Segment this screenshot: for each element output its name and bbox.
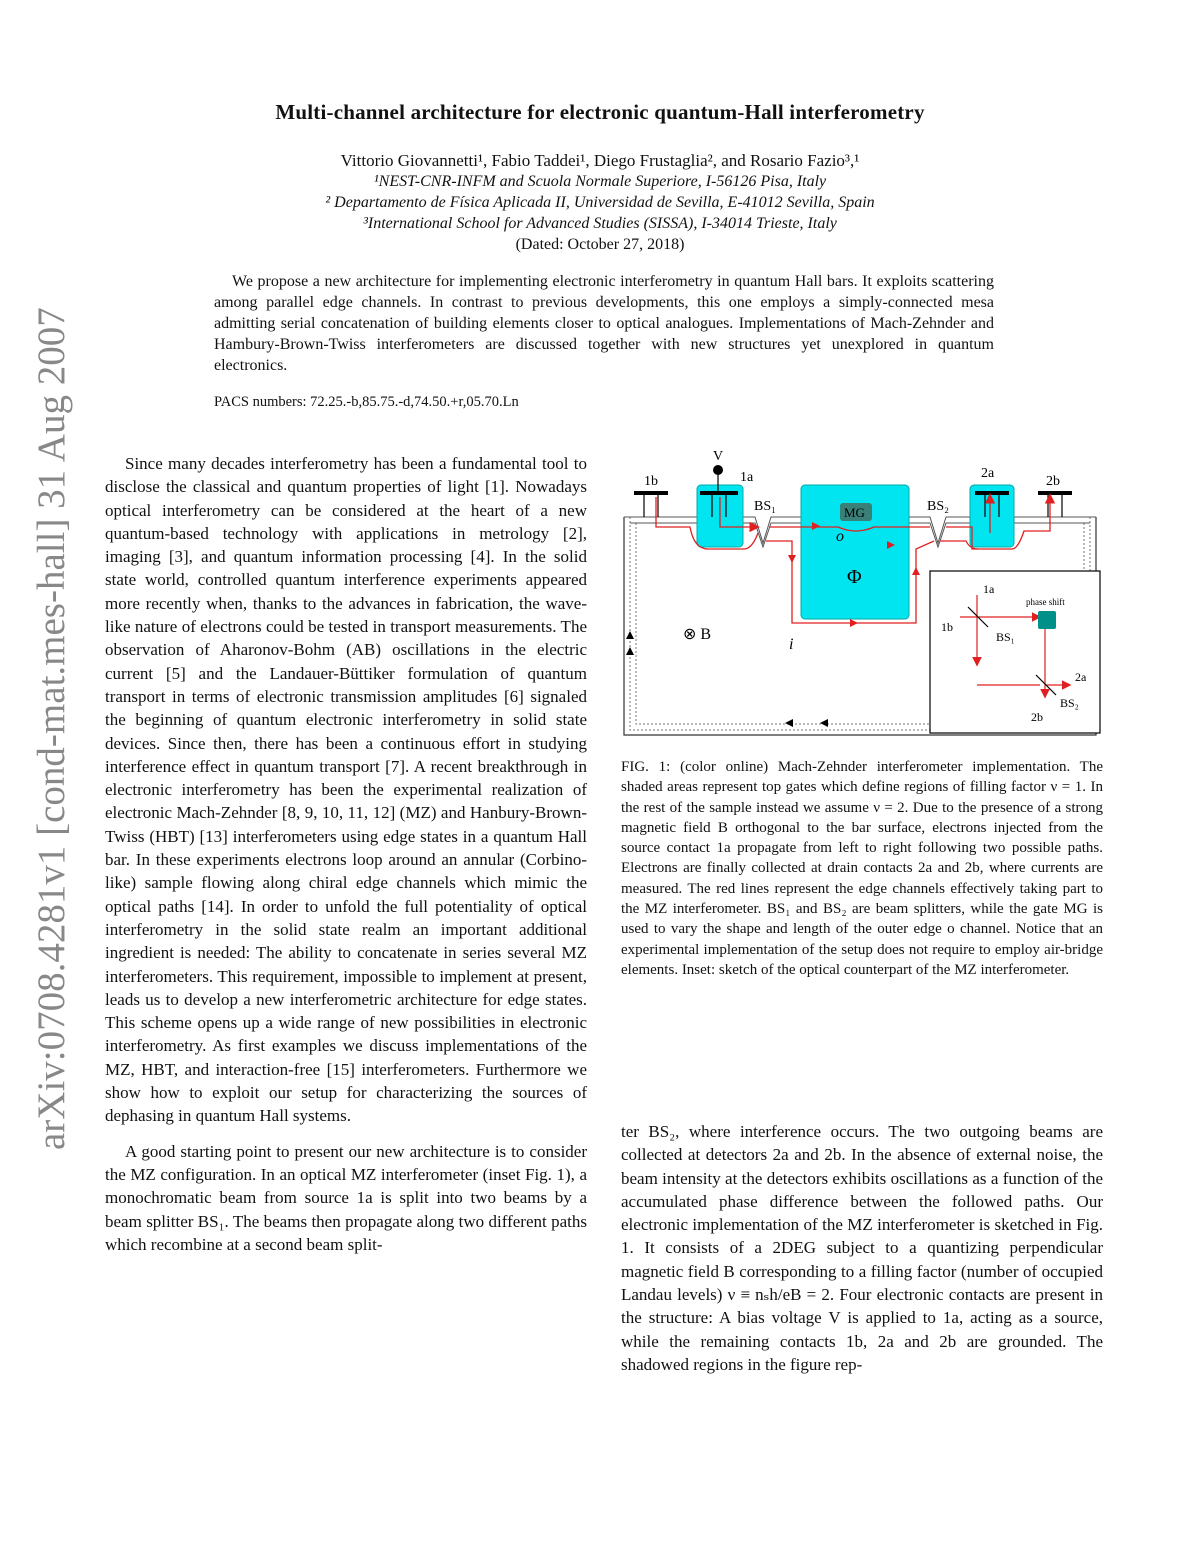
boundary-arrows [626,631,828,727]
label-1b: 1b [644,474,658,489]
label-bs1: BS₁ [754,499,777,514]
inset-label-1b: 1b [941,620,953,634]
date-line: (Dated: October 27, 2018) [515,236,685,253]
label-mg: MG [844,505,865,520]
label-2a: 2a [981,466,995,481]
body-paragraph: ter BS₂, where interference occurs. The two outgoing beams are collected at detectors 2a and 2b. In the absence of external noise, the beam intensity at the detectors exhibits oscillations as a function of the accumulated phase difference between the followed paths. Our electronic implementation of the MZ interferometer is sketched in Fig. 1. It consists of a 2DEG subject to a quantizing perpendicular magnetic field B corresponding to a filling factor (number of occupied Landau levels) ν ≡ nₛh/eB = 2. Four electronic contacts are present in the structure: A bias voltage V is applied to 1a, acting as a source, while the remaining contacts 1b, 2a and 2b are grounded. The shadowed regions in the figure rep- [621,1122,1103,1374]
body-paragraph: Since many decades interferometry has been a fundamental tool to disclose the classical and quantum properties of light [1]. Nowadays optical interferometry can be considered at the heart of a new quantum-based technology with applications in metrology [2], imaging [3], and quantum information processing [4]. In the solid state world, controlled quantum interference experiments appeared more recently when, thanks to the advances in fabrication, the wave-like nature of electrons could be tested in transport measurements. The observation of Aharonov-Bohm (AB) oscillations in the electric current [5] and the Landauer-Büttiker formulation of quantum transport in terms of electronic transmission amplitudes [6] signaled the beginning of quantum electronic interferometry in solid state devices. Since then, there has been a continuous effort in studying interference effect in quantum transport [7]. A recent breakthrough in electronic interferometry has been the experimental realization of electronic Mach-Zehnder [8, 9, 10, 11, 12] (MZ) and Hanbury-Brown-Twiss (HBT) [13] interferometers using edge states in a quantum Hall bar. In these experiments electrons loop around an annular (Corbino-like) sample flowing along chiral edge channels which mimic the optical paths [14]. In order to unfold the full potentiality of optical interferometry in the solid state realm an important additional ingredient is needed: The ability to concatenate in series several MZ interferometers. This requirement, impossible to implement at present, leads us to develop a new interferometric architecture for edge states. This scheme opens up a wide range of new possibilities in electronic interferometry. As first examples we discuss implementations of the MZ, HBT, and interaction-free [15] interferometers. Furthermore we show how to exploit our setup for characterizing the sources of dephasing in quantum Hall systems. [105,454,587,1126]
label-bs2: BS₂ [927,499,950,514]
paper-title: Multi-channel architecture for electronic quantum-Hall interferometry [275,100,925,124]
inset-label-2a: 2a [1075,670,1087,684]
figure-caption: FIG. 1: (color online) Mach-Zehnder interferometer implementation. The shaded areas represent top gates which define regions of filling factor ν = 1. In the rest of the sample instead we assume ν = 2. Due to the presence of a strong magnetic field B orthogonal to the bar surface, electrons injected from the source contact 1a propagate from left to right following two possible paths. Electrons are finally collected at drain contacts 2a and 2b, where currents are measured. The red lines represent the edge channels effectively taking part to the MZ interferometer. BS₁ and BS₂ are beam splitters, while the gate MG is used to vary the shape and length of the outer edge o channel. Notice that an experimental implementation of the setup does not require to employ air-bridge elements. Inset: sketch of the optical counterpart of the MZ interferometer. [621,759,1103,978]
figure-1 [620,445,1104,740]
label-1a: 1a [740,470,754,485]
author-list: Vittorio Giovannetti¹, Fabio Taddei¹, Diego Frustaglia², and Rosario Fazio³,¹ [340,151,860,170]
arxiv-identifier: arXiv:0708.4281v1 [cond-mat.mes-hall] 31 Aug 2007 [30,307,73,1150]
body-paragraph: A good starting point to present our new architecture is to consider the MZ configuration. In an optical MZ interferometer (inset Fig. 1), a monochromatic beam from source 1a is split into two beams by a beam splitter BS₁. The beams then propagate along two different paths which recombine at a second beam split- [105,1141,587,1254]
affiliation-3: ³International School for Advanced Studies (SISSA), I-34014 Trieste, Italy [363,215,837,232]
label-b: ⊗ B [683,626,712,643]
body-column-right [621,1120,1103,1376]
inset-label-2b: 2b [1031,710,1043,724]
arxiv-stamp [16,290,76,1170]
inset-label-phase: phase shift [1026,597,1065,607]
abstract: We propose a new architecture for implementing electronic interferometry in quantum Hall bars. It exploits scattering among parallel edge channels. In contrast to previous developments, this one employs a simply-connected mesa admitting serial concatenation of building elements closer to optical analogues. Implementations of Mach-Zehnder and Hambury-Brown-Twiss interferometers are discussed together with new structures yet unexplored in quantum electronics. [214,273,994,374]
label-o: o [836,528,844,545]
voltage-terminal [713,465,723,475]
inset-label-bs2: BS₂ [1060,696,1079,710]
phase-shifter [1038,611,1056,629]
affiliation-2: ² Departamento de Física Aplicada II, Universidad de Sevilla, E-41012 Sevilla, Spain [325,194,875,211]
optical-inset [930,571,1100,733]
author-block [0,150,1200,255]
affiliation-1: ¹NEST-CNR-INFM and Scuola Normale Superiore, I-56126 Pisa, Italy [373,173,827,190]
inset-label-bs1: BS₁ [996,630,1015,644]
label-v: V [713,449,724,464]
label-phi: Φ [847,566,862,588]
pacs-numbers: PACS numbers: 72.25.-b,85.75.-d,74.50.+r,05.70.Ln [214,394,519,410]
body-column-left [105,452,587,1256]
inset-label-1a: 1a [983,582,995,596]
label-i: i [789,636,794,653]
label-2b: 2b [1046,474,1060,489]
